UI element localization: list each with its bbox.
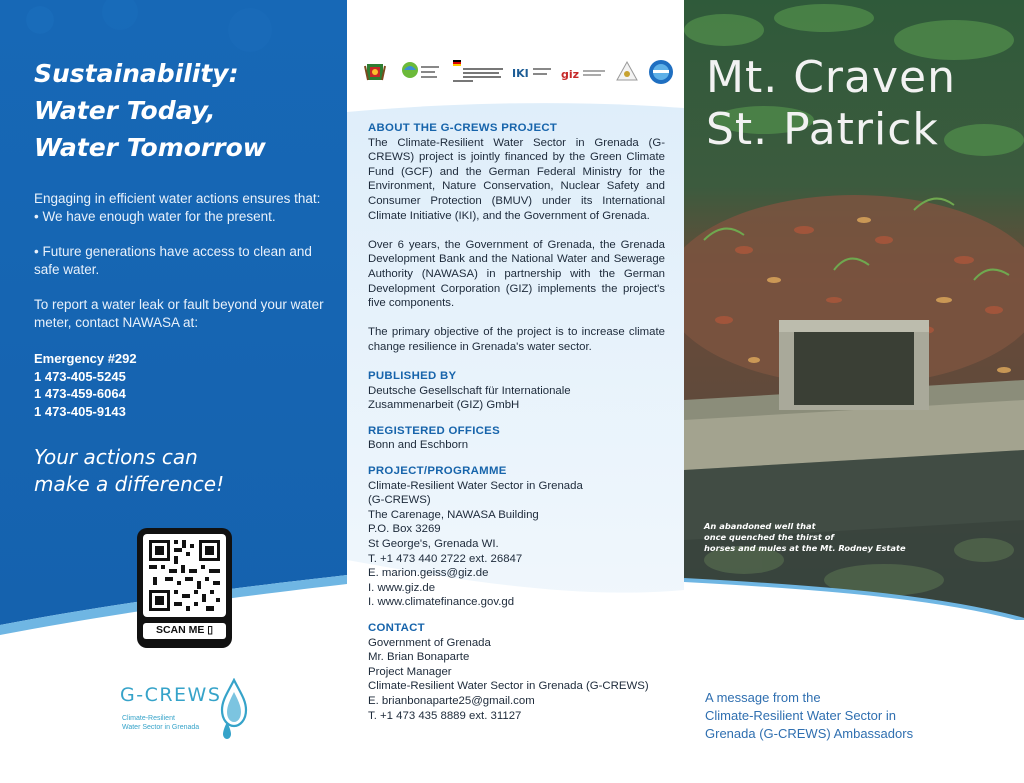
caption-line: An abandoned well that — [704, 521, 816, 531]
g-crews-logo — [120, 678, 250, 743]
contact-heading: CONTACT — [368, 622, 425, 634]
email-link[interactable]: E. brianbonaparte25@gmail.com — [368, 694, 535, 707]
ministry-seal-icon — [613, 58, 641, 86]
programme-line: St George's, Grenada WI. — [368, 538, 499, 551]
left-content — [34, 55, 334, 498]
tagline-line: make a difference! — [34, 472, 225, 496]
phone-line: T. +1 473 440 2722 ext. 26847 — [368, 552, 523, 565]
grenada-coat-of-arms-icon — [361, 58, 389, 86]
phone-number: 1 473-405-5245 — [34, 368, 126, 384]
phone-icon: ▯ — [207, 624, 214, 636]
caption-line: once quenched the thirst of — [704, 532, 834, 542]
about-paragraph: Over 6 years, the Government of Grenada, the Grenada Development Bank and the National Water and Sewerage Authority (NAWASA) in partnership with the German Development Corporation (GIZ) implements the project's five components. — [368, 238, 665, 310]
tagline-line: Your actions can — [34, 445, 198, 469]
scan-me-label — [143, 623, 226, 639]
logo-tag-line: Water Sector in Grenada — [122, 724, 200, 731]
qr-code[interactable] — [143, 534, 226, 617]
website-link[interactable]: I. www.climatefinance.gov.gd — [368, 596, 515, 609]
qr-code-icon — [143, 534, 226, 617]
contact-line: Mr. Brian Bonaparte — [368, 651, 470, 664]
programme-line: The Carenage, NAWASA Building — [368, 508, 539, 521]
logo-tagline — [122, 714, 212, 732]
published-line: Zusammenarbeit (GIZ) GmbH — [368, 399, 520, 412]
water-drop-icon — [218, 678, 248, 740]
about-heading: ABOUT THE G-CREWS PROJECT — [368, 122, 558, 134]
qr-code-card[interactable] — [137, 528, 232, 648]
programme-line: Climate-Resilient Water Sector in Grenada — [368, 479, 583, 492]
email-link[interactable]: E. marion.geiss@giz.de — [368, 567, 489, 580]
photo-caption — [704, 521, 934, 554]
title-line: St. Patrick — [706, 104, 939, 155]
logo-name: G-CREWS — [120, 684, 222, 706]
offices-heading: REGISTERED OFFICES — [368, 424, 500, 437]
engage-bullet: • We have enough water for the present. — [34, 209, 276, 224]
offices-line: Bonn and Eschborn — [368, 439, 469, 452]
message-line: Grenada (G-CREWS) Ambassadors — [705, 726, 914, 741]
engage-intro: Engaging in efficient water actions ensures that: — [34, 191, 321, 206]
report-text: To report a water leak or fault beyond your water meter, contact NAWASA at: — [34, 297, 324, 330]
caption-line: horses and mules at the Mt. Rodney Estate — [704, 543, 906, 553]
project-info — [368, 121, 665, 723]
giz-icon — [559, 58, 607, 86]
message-line: Climate-Resilient Water Sector in — [705, 708, 896, 723]
partner-logos — [361, 58, 673, 88]
iki-initiative-icon — [511, 58, 553, 86]
scan-me-text: SCAN ME — [155, 624, 205, 636]
programme-line: P.O. Box 3269 — [368, 523, 441, 536]
emergency-numbers — [34, 350, 334, 420]
nawasa-icon — [647, 58, 675, 86]
bmuv-ministry-icon — [453, 58, 505, 86]
contact-line: Climate-Resilient Water Sector in Grenada (G-CREWS) — [368, 680, 649, 693]
actions-tagline — [34, 444, 334, 498]
headline-line: Water Today, — [34, 96, 216, 125]
engage-bullet: • Future generations have access to clean and safe water. — [34, 244, 312, 277]
title-line: Mt. Craven — [706, 52, 956, 103]
about-paragraph: The primary objective of the project is to increase climate change resilience in Grenada's water sector. — [368, 326, 665, 353]
headline — [34, 55, 334, 166]
programme-heading: PROJECT/PROGRAMME — [368, 465, 507, 478]
published-heading: PUBLISHED BY — [368, 370, 457, 383]
phone-number: 1 473-405-9143 — [34, 403, 126, 419]
engage-section — [34, 190, 334, 279]
phone-line: T. +1 473 435 8889 ext. 31127 — [368, 709, 522, 722]
logo-tag-line: Climate-Resilient — [122, 715, 175, 722]
headline-line: Sustainability: — [34, 59, 239, 88]
svg-text:giz: giz — [561, 68, 580, 81]
left-panel — [0, 0, 347, 783]
svg-text:IKI: IKI — [512, 67, 529, 80]
phone-number: 1 473-459-6064 — [34, 386, 126, 401]
message-line: A message from the — [705, 690, 821, 705]
ambassador-message — [705, 689, 1005, 743]
about-paragraph: The Climate-Resilient Water Sector in Grenada (G-CREWS) project is jointly financed by the Green Climate Fund (GCF) and the German Federal Ministry for the Environment, Nature Conservation, Nuclear Safety and Consumer Protection (BMUV) under its International Climate Initiative (IKI), and the Government of Grenada. — [368, 136, 665, 222]
contact-line: Government of Grenada — [368, 636, 491, 649]
programme-line: (G-CREWS) — [368, 494, 431, 507]
place-title — [706, 52, 956, 156]
middle-panel — [347, 0, 684, 783]
website-link[interactable]: I. www.giz.de — [368, 581, 436, 594]
green-climate-fund-icon — [401, 58, 443, 86]
published-line: Deutsche Gesellschaft für Internationale — [368, 384, 571, 397]
emergency-line: Emergency #292 — [34, 351, 137, 366]
headline-line: Water Tomorrow — [34, 133, 266, 162]
contact-line: Project Manager — [368, 665, 452, 678]
right-panel — [684, 0, 1024, 783]
